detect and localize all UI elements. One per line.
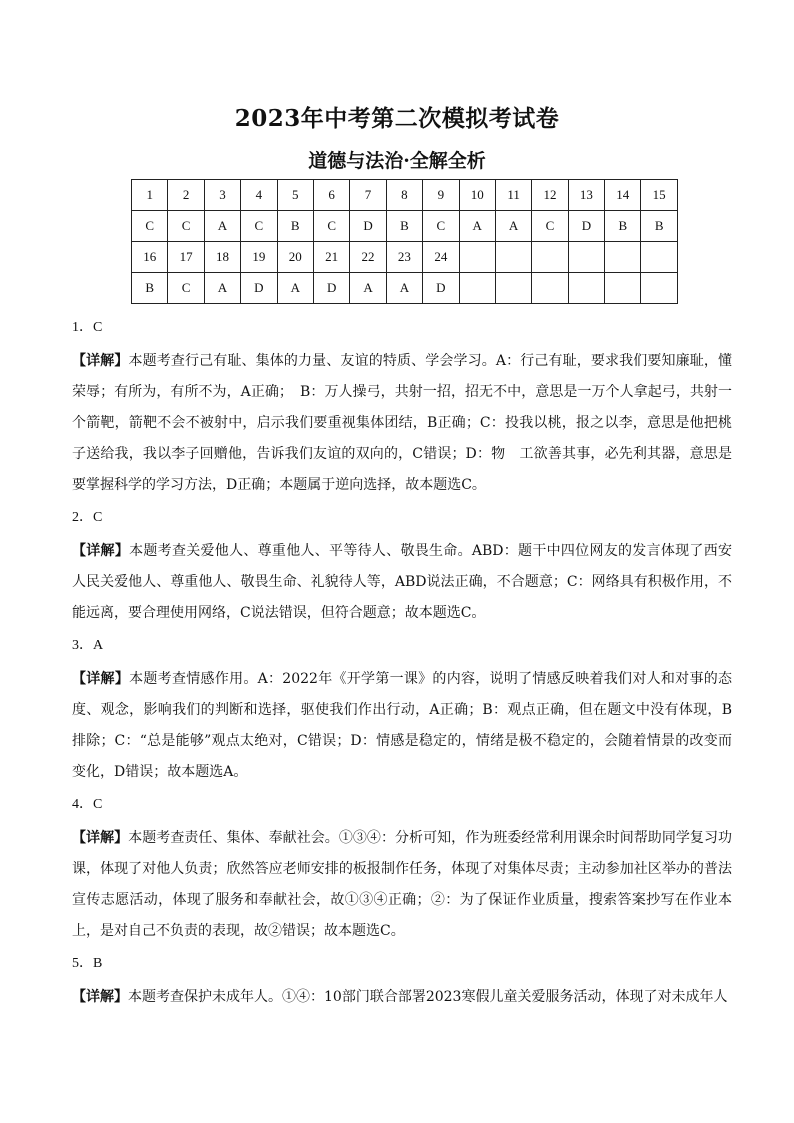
answer-table-cell: 7 — [350, 180, 386, 211]
answer-table-cell: C — [168, 211, 204, 242]
answer-table-number-row — [132, 242, 678, 273]
answer-table-cell: A — [386, 273, 422, 304]
answer-table-cell: D — [313, 273, 349, 304]
answer-table-cell — [641, 273, 677, 304]
answer-table-cell: A — [495, 211, 531, 242]
answer-table-cell: 13 — [568, 180, 604, 211]
answer-table-cell — [532, 242, 568, 273]
answer-table-cell — [605, 273, 641, 304]
answer-table-cell: 15 — [641, 180, 677, 211]
answer-table-cell: C — [313, 211, 349, 242]
answer-table-cell: B — [277, 211, 313, 242]
answer-table-cell: 21 — [313, 242, 349, 273]
detail-tag: 【详解】 — [72, 830, 129, 846]
answer-table-cell — [605, 242, 641, 273]
answer-table-cell: C — [241, 211, 277, 242]
answer-table-cell: A — [277, 273, 313, 304]
answer-table-cell: A — [204, 211, 240, 242]
answer-table-cell: 11 — [495, 180, 531, 211]
answer-table-cell: C — [423, 211, 459, 242]
answer-table-cell: C — [168, 273, 204, 304]
question-5-answer: 5．B — [72, 956, 103, 971]
question-2-answer: 2．C — [72, 510, 103, 525]
question-4-answer: 4．C — [72, 797, 103, 812]
answer-table-cell: B — [132, 273, 168, 304]
question-3-text: 本题考查情感作用。A：2022年《开学第一课》的内容，说明了情感反映着我们对人和对事的态度、观念，影响我们的判断和选择，驱使我们作出行动，A正确；B：观点正确，但在题文中没有体现，B排除；C：“总是能够”观点太绝对，C错误；D：情感是稳定的，情绪是极不稳定的，会随着情景的改变而变化，D错误；故本题选A。 — [72, 671, 732, 780]
explanations — [72, 314, 732, 1016]
answer-table-cell: 4 — [241, 180, 277, 211]
question-2-text: 本题考查关爱他人、尊重他人、平等待人、敬畏生命。ABD：题干中四位网友的发言体现了西安人民关爱他人、尊重他人、敬畏生命、礼貌待人等，ABD说法正确，不合题意；C：网络具有积极作用，不能远离，要合理使用网络，C说法错误，但符合题意；故本题选C。 — [72, 543, 732, 621]
answer-table-cell — [532, 273, 568, 304]
answer-table-cell: A — [204, 273, 240, 304]
answer-table-cell: 3 — [204, 180, 240, 211]
answer-table — [131, 179, 678, 304]
question-3-explanation — [72, 664, 732, 788]
answer-table-number-row — [132, 180, 678, 211]
answer-table-cell: 20 — [277, 242, 313, 273]
question-4-text: 本题考查责任、集体、奉献社会。①③④：分析可知，作为班委经常利用课余时间帮助同学复习功课，体现了对他人负责；欣然答应老师安排的板报制作任务，体现了对集体尽责；主动参加社区举办的普法宣传志愿活动，体现了服务和奉献社会，故①③④正确；②：为了保证作业质量，搜索答案抄写在作业本上，是对自己不负责的表现，故②错误；故本题选C。 — [72, 830, 733, 939]
answer-table-cell: 8 — [386, 180, 422, 211]
detail-tag: 【详解】 — [72, 671, 130, 687]
question-1-answer: 1．C — [72, 320, 103, 335]
answer-table-cell: 23 — [386, 242, 422, 273]
answer-table-cell: 2 — [168, 180, 204, 211]
answer-table-cell — [641, 242, 677, 273]
answer-table-cell: B — [605, 211, 641, 242]
answer-table-answer-row — [132, 211, 678, 242]
answer-table-cell: 24 — [423, 242, 459, 273]
answer-table-cell: D — [350, 211, 386, 242]
answer-table-cell: 6 — [313, 180, 349, 211]
question-1-explanation — [72, 346, 732, 501]
answer-table-cell — [568, 242, 604, 273]
answer-table-cell — [568, 273, 604, 304]
answer-table-cell: 14 — [605, 180, 641, 211]
answer-table-cell: D — [241, 273, 277, 304]
question-3-answer: 3．A — [72, 638, 104, 653]
answer-table-cell: 16 — [132, 242, 168, 273]
answer-table-cell: C — [532, 211, 568, 242]
answer-table-cell: 9 — [423, 180, 459, 211]
answer-table-answer-row — [132, 273, 678, 304]
answer-table-cell: D — [568, 211, 604, 242]
detail-tag: 【详解】 — [72, 543, 130, 559]
answer-table-cell: C — [132, 211, 168, 242]
detail-tag: 【详解】 — [72, 353, 129, 369]
answer-table-cell: A — [350, 273, 386, 304]
answer-table-cell: D — [423, 273, 459, 304]
question-1-text: 本题考查行己有耻、集体的力量、友谊的特质、学会学习。A：行己有耻，要求我们要知廉耻，懂荣辱；有所为，有所不为，A正确； B：万人操弓，共射一招，招无不中，意思是一万个人拿起弓，共射一个箭靶，箭靶不会不被射中，启示我们要重视集体团结，B正确；C：投我以桃，报之以李，意思是他把桃子送给我，我以李子回赠他，告诉我们友谊的双向的，C错误；D：物 工欲善其事，必先利其器，意思是要掌握科学的学习方法，D正确；本题属于逆向选择，故本题选C。 — [72, 353, 733, 493]
answer-table-cell: 19 — [241, 242, 277, 273]
document-title: 2023年中考第二次模拟考试卷 — [234, 105, 560, 132]
answer-table-cell: 10 — [459, 180, 495, 211]
document-subtitle: 道德与法治·全解全析 — [308, 150, 486, 172]
answer-table-cell: 1 — [132, 180, 168, 211]
detail-tag: 【详解】 — [72, 989, 128, 1005]
answer-table-cell: 5 — [277, 180, 313, 211]
answer-table-cell: B — [386, 211, 422, 242]
answer-table-cell — [495, 242, 531, 273]
answer-table-cell: 18 — [204, 242, 240, 273]
question-5-text: 本题考查保护未成年人。①④：10部门联合部署2023寒假儿童关爱服务活动，体现了对未成年人 — [128, 989, 728, 1005]
question-5-explanation — [72, 982, 732, 1013]
answer-table-cell: 17 — [168, 242, 204, 273]
question-4-explanation — [72, 823, 732, 947]
answer-table-cell — [495, 273, 531, 304]
answer-table-cell: 22 — [350, 242, 386, 273]
answer-table-cell — [459, 242, 495, 273]
answer-table-cell — [459, 273, 495, 304]
question-2-explanation — [72, 536, 732, 629]
answer-table-cell: B — [641, 211, 677, 242]
answer-table-cell: 12 — [532, 180, 568, 211]
answer-table-cell: A — [459, 211, 495, 242]
